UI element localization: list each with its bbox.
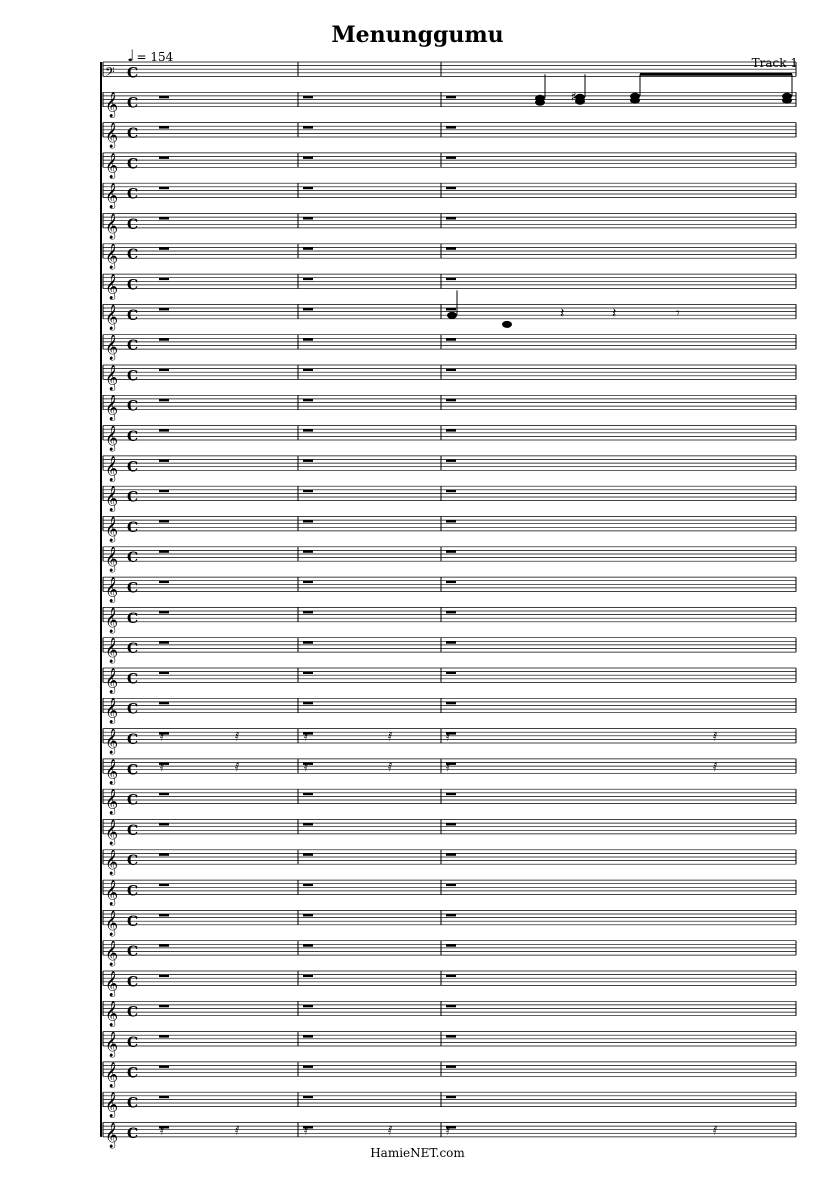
time-signature: C [127, 489, 139, 506]
staff [103, 577, 796, 591]
staff [103, 638, 796, 652]
staff [103, 1062, 796, 1076]
sixty-fourth-rest-icon: 𝅀 [160, 729, 165, 744]
staff [103, 1032, 796, 1046]
whole-rest [446, 611, 456, 613]
time-signature: C [127, 641, 139, 658]
note-head [447, 312, 457, 319]
whole-rest [303, 490, 313, 492]
time-signature: C [127, 156, 139, 173]
time-signature: C [127, 1095, 139, 1112]
whole-rest [446, 702, 456, 704]
treble-clef-icon: 𝄞 [105, 183, 119, 209]
sixty-fourth-rest-icon: 𝅀 [446, 1123, 451, 1138]
whole-rest [446, 126, 456, 128]
time-signature: C [127, 1035, 139, 1051]
treble-clef-icon: 𝄞 [105, 941, 119, 967]
treble-clef-icon: 𝄞 [105, 395, 119, 421]
treble-clef-icon: 𝄞 [105, 880, 119, 906]
staff [103, 426, 796, 440]
sixty-fourth-rest-icon: 𝅀 [713, 729, 718, 744]
whole-rest [159, 702, 169, 704]
note-head [630, 93, 640, 100]
time-signature: C [127, 429, 139, 445]
tempo-value: = 154 [136, 50, 174, 64]
whole-rest [446, 369, 456, 371]
staff [103, 365, 796, 379]
sixty-fourth-rest-icon: 𝅀 [713, 759, 718, 774]
time-signature: C [127, 610, 139, 627]
whole-rest [159, 793, 169, 795]
whole-rest [303, 1096, 313, 1098]
time-signature: C [127, 853, 139, 870]
whole-rest [159, 308, 169, 310]
time-signature: C [127, 216, 139, 233]
sixty-fourth-rest-icon: 𝅀 [446, 759, 451, 774]
whole-rest [159, 1066, 169, 1068]
sixty-fourth-rest-icon: 𝅀 [388, 1123, 393, 1138]
time-signature: C [127, 519, 139, 536]
whole-rest [446, 308, 456, 310]
whole-rest [446, 853, 456, 855]
staff [103, 941, 796, 955]
treble-clef-icon: 𝄞 [105, 789, 119, 815]
staff [103, 910, 796, 924]
whole-rest [446, 914, 456, 916]
whole-rest [159, 187, 169, 189]
whole-rest [159, 914, 169, 916]
whole-rest [446, 1066, 456, 1068]
quarter-rest-icon: 𝄽 [560, 305, 565, 322]
time-signature: C [127, 65, 139, 82]
whole-rest [446, 550, 456, 552]
treble-clef-icon: 𝄞 [105, 92, 119, 118]
treble-clef-icon: 𝄞 [105, 819, 119, 845]
whole-rest [303, 157, 313, 159]
whole-rest [446, 672, 456, 674]
treble-clef-icon: 𝄞 [105, 244, 119, 270]
time-signature: C [127, 792, 139, 809]
whole-rest [159, 823, 169, 825]
treble-clef-icon: 𝄞 [105, 850, 119, 876]
staff [103, 153, 796, 167]
note-head [502, 321, 512, 328]
treble-clef-icon: 𝄞 [105, 304, 119, 330]
whole-rest [303, 369, 313, 371]
time-signature: C [127, 459, 139, 476]
whole-rest [303, 460, 313, 462]
treble-clef-icon: 𝄞 [105, 638, 119, 664]
whole-rest [303, 702, 313, 704]
treble-clef-icon: 𝄞 [105, 547, 119, 573]
whole-rest [303, 641, 313, 643]
whole-rest [159, 278, 169, 280]
whole-rest [159, 1096, 169, 1098]
staff [103, 547, 796, 561]
whole-rest [159, 550, 169, 552]
whole-rest [159, 975, 169, 977]
whole-rest [159, 429, 169, 431]
time-signature: C [127, 338, 139, 355]
treble-clef-icon: 𝄞 [105, 1001, 119, 1027]
whole-rest [446, 460, 456, 462]
whole-rest [159, 611, 169, 613]
time-signature: C [127, 974, 139, 991]
whole-rest [303, 672, 313, 674]
whole-rest [303, 399, 313, 401]
whole-rest [159, 672, 169, 674]
staff [103, 244, 796, 258]
treble-clef-icon: 𝄞 [105, 456, 119, 482]
staff [103, 850, 796, 864]
sixty-fourth-rest-icon: 𝅀 [713, 1123, 718, 1138]
whole-rest [446, 429, 456, 431]
staff [103, 1092, 796, 1106]
time-signature: C [127, 732, 139, 748]
whole-rest [446, 278, 456, 280]
whole-rest [303, 247, 313, 249]
staff [103, 486, 796, 500]
time-signature: C [127, 307, 139, 324]
whole-rest [303, 520, 313, 522]
staff [103, 456, 796, 470]
sixty-fourth-rest-icon: 𝅀 [160, 759, 165, 774]
time-signature: C [127, 701, 139, 718]
whole-rest [159, 884, 169, 886]
whole-rest [446, 338, 456, 340]
time-signature: C [127, 913, 139, 930]
whole-rest [159, 157, 169, 159]
staff [103, 123, 796, 137]
whole-rest [159, 96, 169, 98]
treble-clef-icon: 𝄞 [105, 1062, 119, 1088]
time-signature: C [127, 580, 139, 597]
whole-rest [159, 1005, 169, 1007]
whole-rest [303, 550, 313, 552]
treble-clef-icon: 𝄞 [105, 153, 119, 179]
whole-rest [446, 1096, 456, 1098]
treble-clef-icon: 𝄞 [105, 1032, 119, 1057]
treble-clef-icon: 𝄞 [105, 426, 119, 451]
staff [103, 880, 796, 894]
treble-clef-icon: 𝄞 [105, 577, 119, 603]
time-signature: C [127, 883, 139, 900]
staff [103, 183, 796, 197]
treble-clef-icon: 𝄞 [105, 759, 119, 785]
whole-rest [446, 944, 456, 946]
whole-rest [446, 490, 456, 492]
treble-clef-icon: 𝄞 [105, 607, 119, 633]
sixty-fourth-rest-icon: 𝅀 [446, 729, 451, 744]
staff [103, 395, 796, 409]
whole-rest [446, 217, 456, 219]
quarter-note-icon: ♩ [127, 46, 135, 65]
time-signature: C [127, 1125, 139, 1142]
whole-rest [159, 1035, 169, 1037]
treble-clef-icon: 𝄞 [105, 668, 119, 694]
whole-rest [303, 611, 313, 613]
whole-rest [446, 1005, 456, 1007]
treble-clef-icon: 𝄞 [105, 698, 119, 724]
treble-clef-icon: 𝄞 [105, 365, 119, 391]
whole-rest [159, 641, 169, 643]
staff [103, 607, 796, 621]
whole-rest [303, 429, 313, 431]
whole-rest [303, 96, 313, 98]
whole-rest [303, 823, 313, 825]
whole-rest [159, 399, 169, 401]
whole-rest [446, 157, 456, 159]
time-signature: C [127, 1065, 139, 1082]
sharp-icon: ♯ [571, 89, 577, 104]
treble-clef-icon: 𝄞 [105, 1092, 119, 1118]
staff [103, 971, 796, 985]
time-signature: C [127, 762, 139, 779]
time-signature: C [127, 95, 139, 112]
whole-rest [446, 641, 456, 643]
whole-rest [303, 975, 313, 977]
treble-clef-icon: 𝄞 [105, 213, 119, 239]
whole-rest [446, 187, 456, 189]
treble-clef-icon: 𝄞 [105, 910, 119, 936]
whole-rest [303, 1005, 313, 1007]
whole-rest [159, 338, 169, 340]
time-signature: C [127, 398, 139, 415]
time-signature: C [127, 247, 139, 264]
quarter-rest-icon: 𝄽 [612, 305, 617, 322]
whole-rest [159, 369, 169, 371]
score-title: Menunggumu [331, 22, 504, 48]
treble-clef-icon: 𝄞 [105, 971, 119, 997]
sixty-fourth-rest-icon: 𝅀 [388, 729, 393, 744]
sixty-fourth-rest-icon: 𝅀 [304, 1123, 309, 1138]
whole-rest [446, 581, 456, 583]
whole-rest [159, 944, 169, 946]
sixty-fourth-rest-icon: 𝅀 [304, 729, 309, 744]
whole-rest [446, 823, 456, 825]
time-signature: C [127, 186, 139, 203]
staff [103, 92, 796, 106]
whole-rest [303, 278, 313, 280]
time-signature: C [127, 944, 139, 961]
whole-rest [303, 793, 313, 795]
treble-clef-icon: 𝄞 [105, 123, 119, 148]
treble-clef-icon: 𝄞 [105, 729, 119, 754]
whole-rest [159, 490, 169, 492]
staff [103, 1001, 796, 1015]
whole-rest [446, 975, 456, 977]
eighth-rest-icon: 𝄾 [676, 305, 680, 322]
note-head [535, 95, 545, 102]
time-signature: C [127, 368, 139, 385]
whole-rest [303, 338, 313, 340]
time-signature: C [127, 822, 139, 839]
whole-rest [446, 96, 456, 98]
note-head [782, 93, 792, 100]
whole-rest [303, 853, 313, 855]
sixty-fourth-rest-icon: 𝅀 [160, 1123, 165, 1138]
sixty-fourth-rest-icon: 𝅀 [388, 759, 393, 774]
whole-rest [159, 853, 169, 855]
whole-rest [446, 884, 456, 886]
staff [103, 789, 796, 803]
whole-rest [159, 217, 169, 219]
whole-rest [159, 460, 169, 462]
whole-rest [159, 247, 169, 249]
staff [103, 214, 796, 228]
whole-rest [446, 793, 456, 795]
sixty-fourth-rest-icon: 𝅀 [235, 1123, 240, 1138]
treble-clef-icon: 𝄞 [105, 335, 119, 361]
whole-rest [303, 187, 313, 189]
whole-rest [159, 126, 169, 128]
staff [103, 335, 796, 349]
treble-clef-icon: 𝄞 [105, 274, 119, 300]
staff [103, 668, 796, 682]
whole-rest [303, 581, 313, 583]
bass-clef-icon: 𝄢 [105, 64, 115, 83]
whole-rest [303, 217, 313, 219]
time-signature: C [127, 550, 139, 567]
whole-rest [303, 914, 313, 916]
time-signature: C [127, 277, 139, 294]
footer-credit: HamieNET.com [370, 1146, 465, 1160]
time-signature: C [127, 671, 139, 688]
track-label: Track 1 [751, 56, 798, 70]
staff [103, 698, 796, 712]
whole-rest [159, 520, 169, 522]
treble-clef-icon: 𝄞 [105, 1122, 119, 1148]
whole-rest [303, 1035, 313, 1037]
whole-rest [303, 1066, 313, 1068]
whole-rest [303, 884, 313, 886]
sixty-fourth-rest-icon: 𝅀 [235, 759, 240, 774]
staff [103, 274, 796, 288]
sixty-fourth-rest-icon: 𝅀 [304, 759, 309, 774]
whole-rest [303, 944, 313, 946]
time-signature: C [127, 126, 139, 142]
whole-rest [446, 1035, 456, 1037]
whole-rest [159, 581, 169, 583]
whole-rest [303, 308, 313, 310]
whole-rest [446, 247, 456, 249]
whole-rest [303, 126, 313, 128]
staff [103, 517, 796, 531]
sixty-fourth-rest-icon: 𝅀 [235, 729, 240, 744]
treble-clef-icon: 𝄞 [105, 486, 119, 512]
time-signature: C [127, 1004, 139, 1021]
whole-rest [446, 520, 456, 522]
staff [103, 820, 796, 834]
whole-rest [446, 399, 456, 401]
treble-clef-icon: 𝄞 [105, 516, 119, 542]
